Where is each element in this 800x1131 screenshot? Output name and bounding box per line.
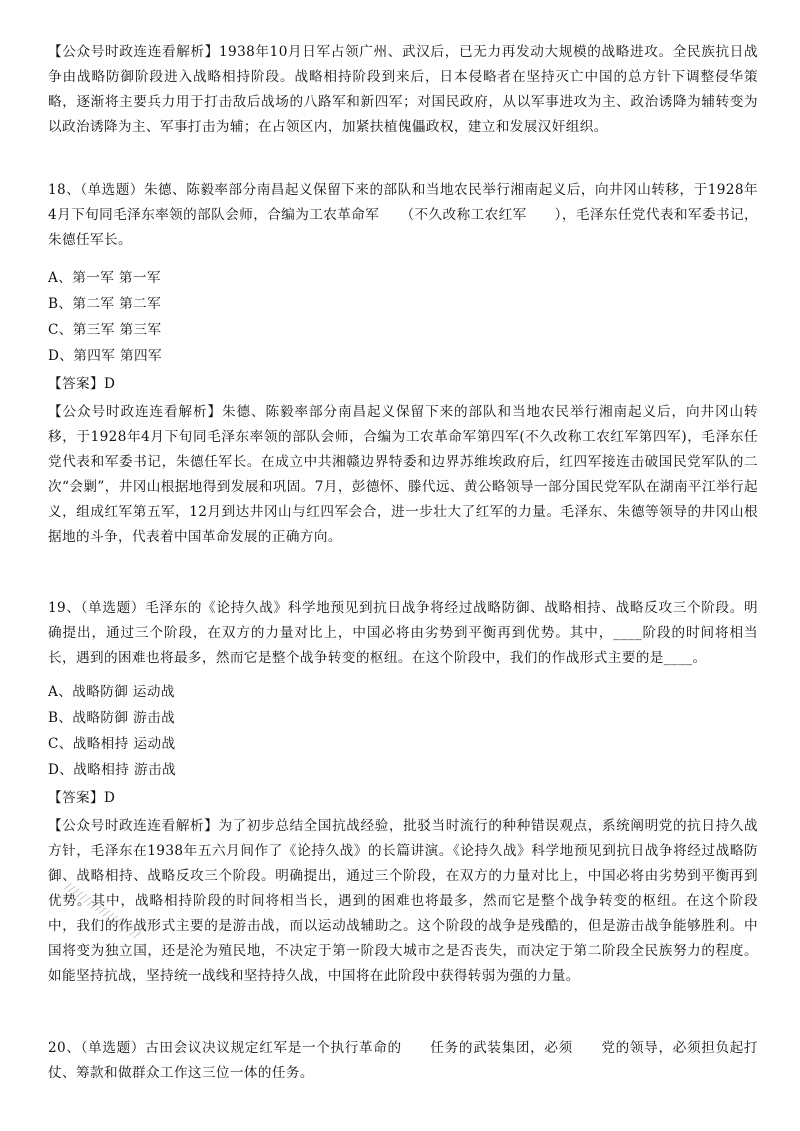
q19-option-a: A、战略防御 运动战 [48, 684, 175, 700]
q18-answer: 【答案】D [48, 376, 116, 392]
q19-stem: 19、（单选题）毛泽东的《论持久战》科学地预见到抗日战争将经过战略防御、战略相持、战略反攻三个阶段。明确提出，通过三个阶段，在双方的力量对比上，中国必将由劣势到平衡再到优势。其中，____阶段的时间将相当长，遇到的困难也将最多，然而它是整个战争转变的枢纽。在这个阶段中，我们的作战形式主要的是____。 [48, 600, 758, 666]
q18-stem: 18、（单选题）朱德、陈毅率部分南昌起义保留下来的部队和当地农民举行湘南起义后，向井冈山转移，于1928年4月下旬同毛泽东率领的部队会师，合编为工农革命军 （不久改称工农红军 ），毛泽东任党代表和军委书记，朱德任军长。 [48, 182, 758, 248]
q18-option-a: A、第一军 第一军 [48, 270, 161, 286]
q19-answer: 【答案】D [48, 790, 116, 806]
q19-option-b: B、战略防御 游击战 [48, 710, 176, 726]
diagonal-watermark: /////////////////// [62, 880, 144, 942]
q19-option-c: C、战略相持 运动战 [48, 736, 176, 752]
q18-option-b: B、第二军 第二军 [48, 296, 162, 312]
q20-stem: 20、（单选题）古田会议决议规定红军是一个执行革命的 任务的武装集团，必须 党的领导，必须担负起打仗、筹款和做群众工作这三位一体的任务。 [48, 1040, 758, 1081]
q18-option-d: D、第四军 第四军 [48, 348, 162, 364]
q19-option-d: D、战略相持 游击战 [48, 762, 176, 778]
q18-analysis: 【公众号时政连连看解析】朱德、陈毅率部分南昌起义保留下来的部队和当地农民举行湘南起义后，向井冈山转移，于1928年4月下旬同毛泽东率领的部队会师，合编为工农革命军第四军(不久改称工农红军第四军)，毛泽东任党代表和军委书记，朱德任军长。在成立中共湘赣边界特委和边界苏维埃政府后，红四军接连击破国民党军队的二次“会剿”，井冈山根据地得到发展和巩固。7月，彭德怀、滕代远、黄公略领导一部分国民党军队在湖南平江举行起义，组成红军第五军，12月到达井冈山与红四军会合，进一步壮大了红军的力量。毛泽东、朱德等领导的井冈山根据地的斗争，代表着中国革命发展的正确方向。 [48, 404, 758, 545]
q18-option-c: C、第三军 第三军 [48, 322, 162, 338]
q19-analysis: 【公众号时政连连看解析】为了初步总结全国抗战经验，批驳当时流行的种种错误观点，系统阐明党的抗日持久战方针，毛泽东在1938年五六月间作了《论持久战》的长篇讲演。《论持久战》科学地预见到抗日战争将经过战略防御、战略相持、战略反攻三个阶段。明确提出，通过三个阶段，在双方的力量对比上，中国必将由劣势到平衡再到优势。其中，战略相持阶段的时间将相当长，遇到的困难也将最多，然而它是整个战争转变的枢纽。在这个阶段中，我们的作战形式主要的是游击战，而以运动战辅助之。这个阶段的战争是残酷的，但是游击战争能够胜利。中国将变为独立国，还是沦为殖民地，不决定于第一阶段大城市之是否丧失，而决定于第二阶段全民族努力的程度。如能坚持抗战，坚持统一战线和坚持持久战，中国将在此阶段中获得转弱为强的力量。 [48, 818, 758, 984]
intro-analysis: 【公众号时政连连看解析】1938年10月日军占领广州、武汉后，已无力再发动大规模的战略进攻。全民族抗日战争由战略防御阶段进入战略相持阶段。战略相持阶段到来后，日本侵略者在坚持灭亡中国的总方针下调整侵华策略，逐渐将主要兵力用于打击敌后战场的八路军和新四军；对国民政府，从以军事进攻为主、政治诱降为辅转变为以政治诱降为主、军事打击为辅；在占领区内，加紧扶植傀儡政权，建立和发展汉奸组织。 [48, 44, 758, 135]
